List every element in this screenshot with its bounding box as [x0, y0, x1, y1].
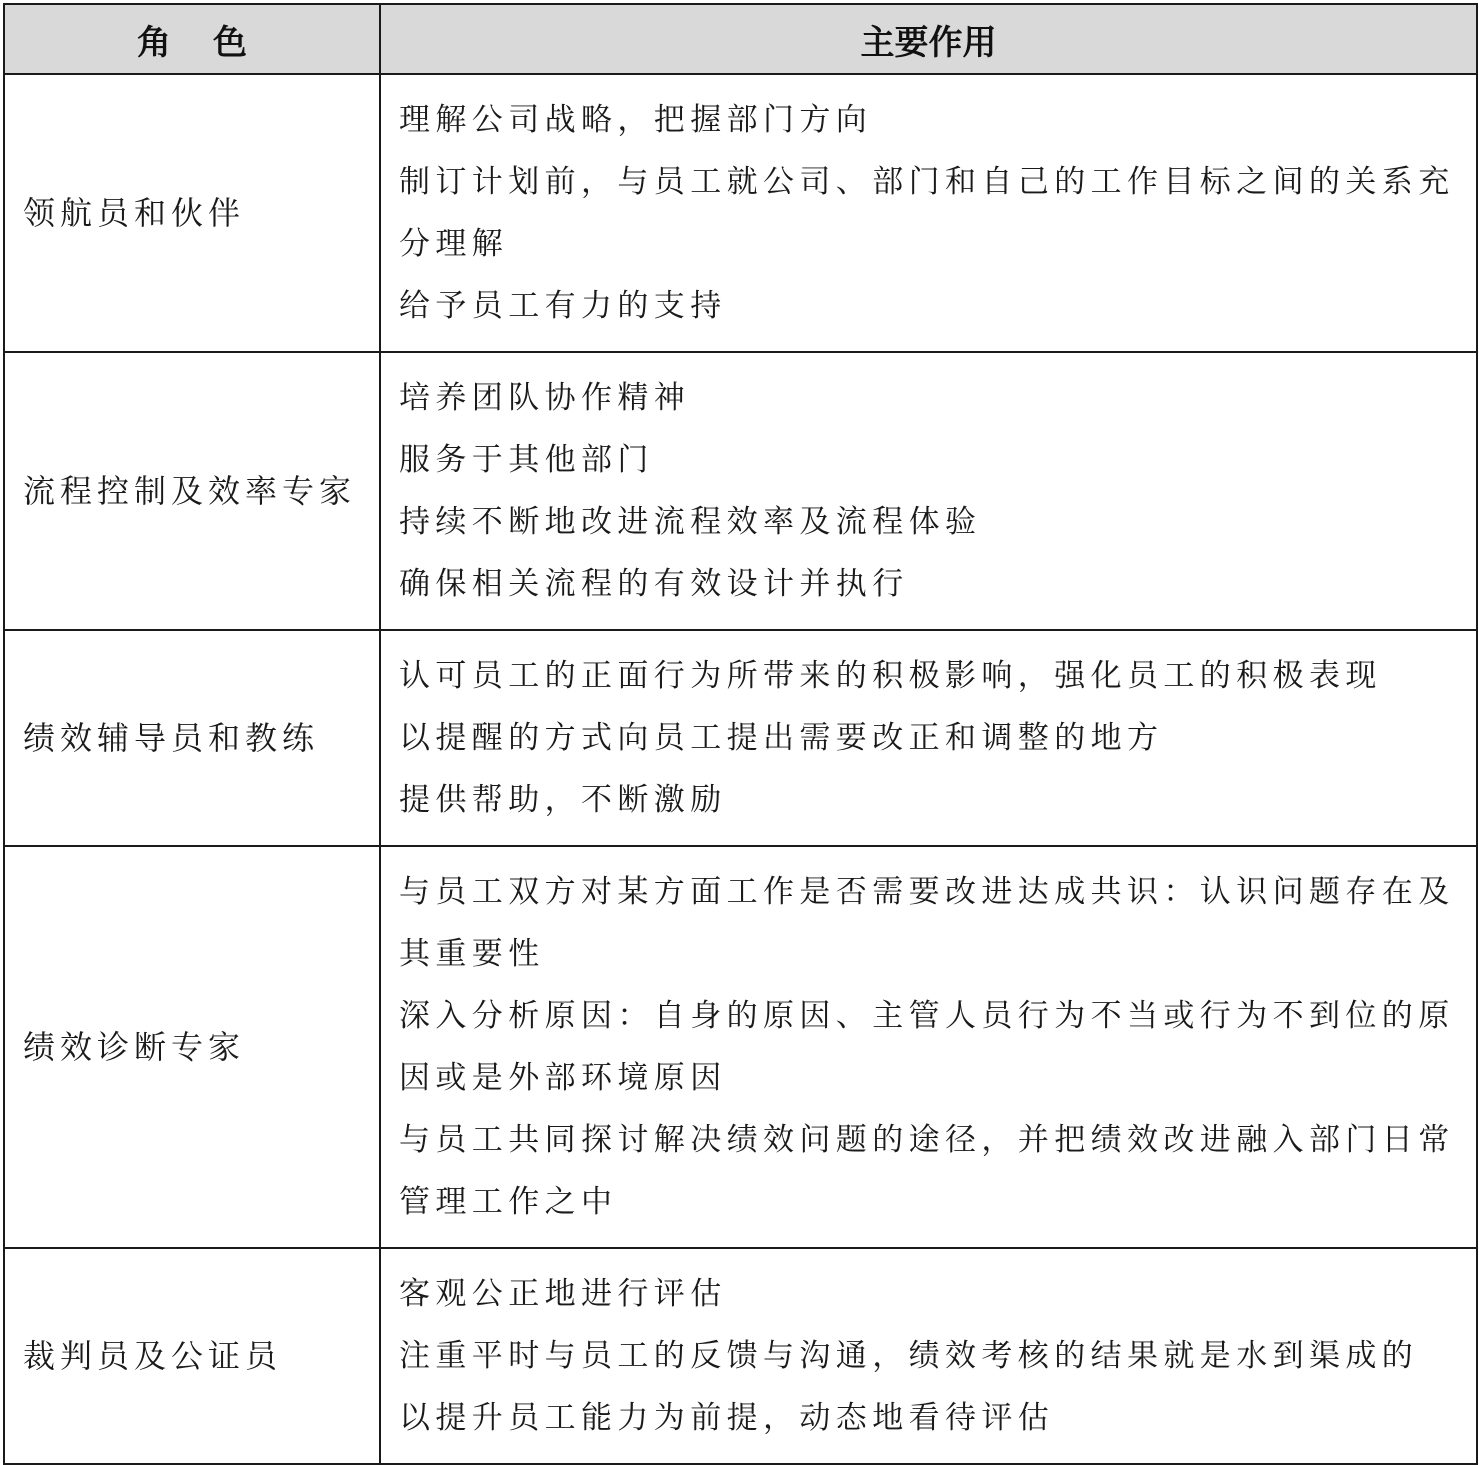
table-header-row	[4, 4, 1477, 74]
function-cell	[380, 630, 1477, 846]
table-row	[4, 1248, 1477, 1464]
function-item: 确保相关流程的有效设计并执行	[399, 566, 909, 602]
table-row	[4, 74, 1477, 352]
function-item: 以提醒的方式向员工提出需要改正和调整的地方	[399, 720, 1164, 756]
role-cell: 裁判员及公证员	[4, 1248, 380, 1464]
function-item: 提供帮助，不断激励	[399, 782, 727, 818]
function-item: 给予员工有力的支持	[399, 288, 727, 324]
function-item: 培养团队协作精神	[399, 380, 691, 416]
function-item: 深入分析原因：自身的原因、主管人员行为不当或行为不到位的原因或是外部环境原因	[399, 998, 1455, 1096]
role-cell: 绩效诊断专家	[4, 846, 380, 1248]
function-item: 理解公司战略，把握部门方向	[399, 102, 873, 138]
function-item: 客观公正地进行评估	[399, 1276, 727, 1312]
function-cell	[380, 74, 1477, 352]
roles-table-container	[3, 3, 1476, 1436]
function-cell	[380, 352, 1477, 630]
table-row	[4, 352, 1477, 630]
function-item: 与员工共同探讨解决绩效问题的途径，并把绩效改进融入部门日常管理工作之中	[399, 1122, 1455, 1220]
header-role: 角色	[4, 4, 380, 74]
function-item: 制订计划前，与员工就公司、部门和自己的工作目标之间的关系充分理解	[399, 164, 1455, 262]
role-cell: 领航员和伙伴	[4, 74, 380, 352]
table-row	[4, 846, 1477, 1248]
role-cell: 绩效辅导员和教练	[4, 630, 380, 846]
table-row	[4, 630, 1477, 846]
function-item: 持续不断地改进流程效率及流程体验	[399, 504, 982, 540]
function-item: 注重平时与员工的反馈与沟通，绩效考核的结果就是水到渠成的	[399, 1338, 1419, 1374]
function-item: 认可员工的正面行为所带来的积极影响，强化员工的积极表现	[399, 658, 1382, 694]
roles-table	[3, 3, 1478, 1465]
header-function: 主要作用	[380, 4, 1477, 74]
role-cell: 流程控制及效率专家	[4, 352, 380, 630]
function-cell	[380, 1248, 1477, 1464]
function-item: 与员工双方对某方面工作是否需要改进达成共识：认识问题存在及其重要性	[399, 874, 1455, 972]
function-item: 服务于其他部门	[399, 442, 654, 478]
function-cell	[380, 846, 1477, 1248]
function-item: 以提升员工能力为前提，动态地看待评估	[399, 1400, 1055, 1436]
